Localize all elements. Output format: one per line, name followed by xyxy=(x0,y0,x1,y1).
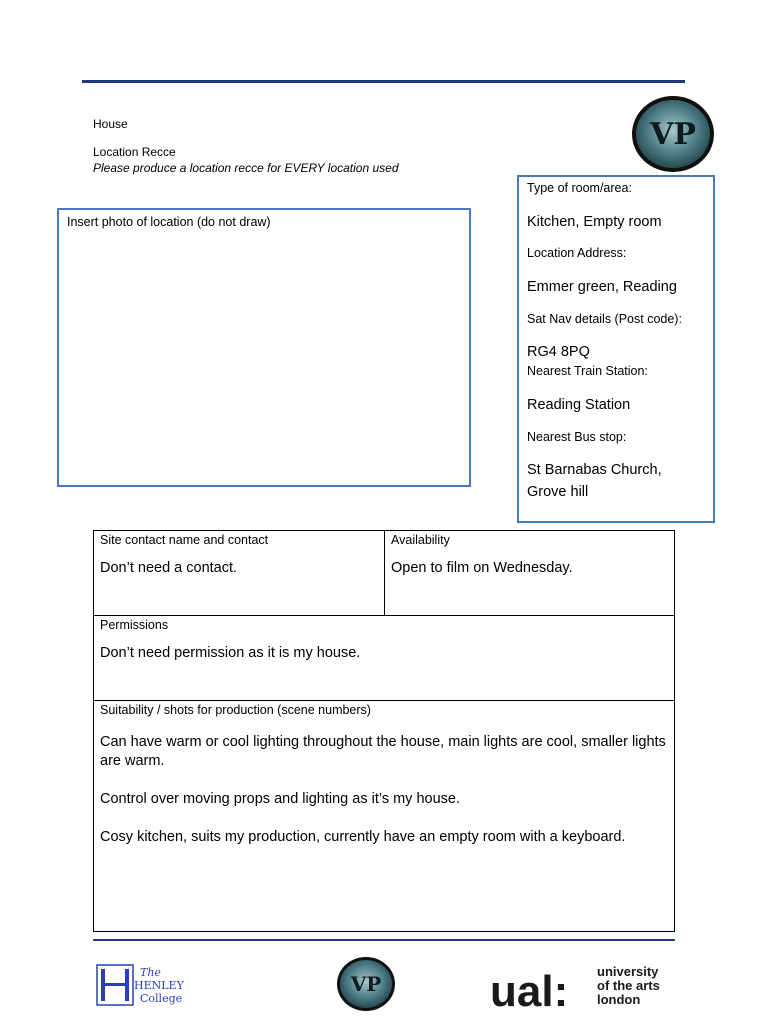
availability-value: Open to film on Wednesday. xyxy=(391,560,573,576)
satnav-value: RG4 8PQ xyxy=(527,344,590,360)
location-info-panel xyxy=(517,175,715,523)
vp-logo-small xyxy=(336,956,396,1012)
permissions-label: Permissions xyxy=(100,618,169,632)
bus-stop-value-line1: St Barnabas Church, xyxy=(527,462,662,478)
henley-the: The xyxy=(140,966,161,979)
bottom-rule xyxy=(93,939,675,941)
form-title: Location Recce xyxy=(93,145,176,159)
document-subject: House xyxy=(93,117,128,131)
availability-cell xyxy=(385,531,675,616)
photo-placeholder[interactable] xyxy=(57,208,471,487)
suitability-cell xyxy=(94,701,675,932)
permissions-cell xyxy=(94,616,675,701)
henley-name: HENLEY xyxy=(134,979,184,992)
suitability-paragraph-1: Can have warm or cool lighting throughout the house, main lights are cool, smaller lights are warm. xyxy=(100,734,666,769)
room-type-label: Type of room/area: xyxy=(527,181,632,195)
contact-label: Site contact name and contact xyxy=(100,533,269,547)
ual-line1: university xyxy=(597,964,659,979)
suitability-paragraph-3: Cosy kitchen, suits my production, currently have an empty room with a keyboard. xyxy=(100,829,626,845)
address-label: Location Address: xyxy=(527,246,627,260)
henley-college-logo xyxy=(96,964,196,1008)
ual-mark: ual: xyxy=(490,967,569,1012)
satnav-label: Sat Nav details (Post code): xyxy=(527,312,682,326)
vp-logo xyxy=(630,94,716,174)
bus-stop-value-line2: Grove hill xyxy=(527,484,589,500)
contact-value: Don’t need a contact. xyxy=(100,560,238,576)
availability-label: Availability xyxy=(391,533,450,547)
form-instruction: Please produce a location recce for EVERY location used xyxy=(93,161,399,175)
permissions-value: Don’t need permission as it is my house. xyxy=(100,645,361,661)
ual-line2: of the arts xyxy=(597,978,660,993)
suitability-label: Suitability / shots for production (scene numbers) xyxy=(100,703,371,717)
suitability-paragraph-2: Control over moving props and lighting as it’s my house. xyxy=(100,791,461,807)
recce-details-table xyxy=(93,530,675,932)
ual-logo xyxy=(490,962,680,1012)
ual-line3: london xyxy=(597,992,641,1007)
train-station-value: Reading Station xyxy=(527,397,631,413)
train-station-label: Nearest Train Station: xyxy=(527,364,648,378)
vp-logo-text: VP xyxy=(650,117,696,152)
address-value: Emmer green, Reading xyxy=(527,279,677,295)
photo-label: Insert photo of location (do not draw) xyxy=(67,215,271,229)
bus-stop-label: Nearest Bus stop: xyxy=(527,430,627,444)
room-type-value: Kitchen, Empty room xyxy=(527,214,662,230)
contact-cell xyxy=(94,531,385,616)
vp-logo-small-text: VP xyxy=(350,972,382,996)
henley-college: College xyxy=(140,992,183,1005)
top-rule xyxy=(82,80,685,83)
